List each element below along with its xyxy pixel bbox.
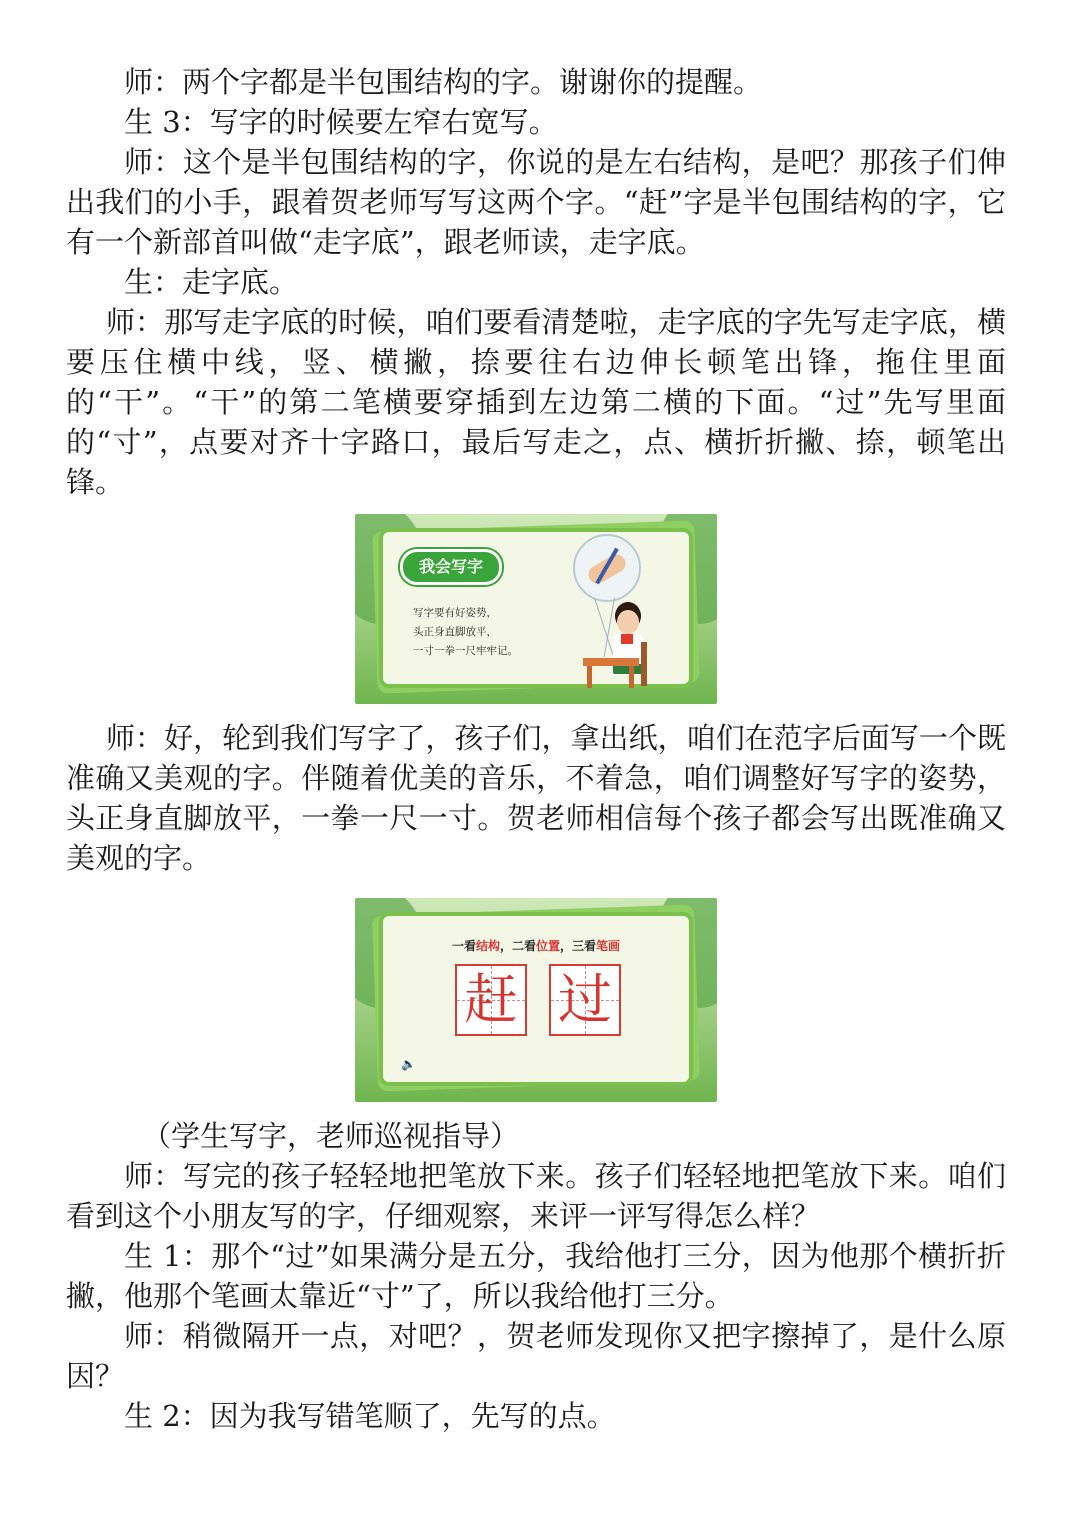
model-character: 赶 bbox=[464, 968, 518, 1031]
slide-badge: 我会写字 bbox=[403, 552, 499, 582]
paragraph: 师：好，轮到我们写字了，孩子们，拿出纸，咱们在范字后面写一个既准确又美观的字。伴随着优美的音乐，不着急，咱们调整好写字的姿势，头正身直脚放平，一拳一尺一寸。贺老师相信每个孩子都会写出既准确又美观的字。 bbox=[66, 721, 1006, 875]
poem-line: 写字要有好姿势， bbox=[413, 607, 497, 619]
character-grid-box bbox=[455, 964, 527, 1036]
slide-writing-posture bbox=[355, 514, 717, 704]
paragraph: （学生写字，老师巡视指导） bbox=[142, 1119, 520, 1153]
title-part: 一看 bbox=[451, 939, 476, 953]
desk-leg bbox=[629, 666, 634, 688]
title-part: ，三看 bbox=[560, 939, 597, 953]
paragraph: 师：这个是半包围结构的字，你说的是左右结构，是吧？那孩子们伸出我们的小手，跟着贺老师写写这两个字。“赶”字是半包围结构的字，它有一个新部首叫做“走字底”，跟老师读，走字底。 bbox=[66, 145, 1006, 259]
paragraph: 生 1：那个“过”如果满分是五分，我给他打三分，因为他那个横折折撇，他那个笔画太靠近“寸”了，所以我给他打三分。 bbox=[66, 1239, 1006, 1313]
chair-illustration bbox=[641, 642, 647, 686]
posture-poem bbox=[413, 604, 573, 661]
poem-line: 头正身直脚放平， bbox=[413, 626, 497, 638]
model-character: 过 bbox=[558, 968, 612, 1031]
document-body bbox=[66, 62, 1006, 1436]
poem-line: 一寸一拳一尺牢牢记。 bbox=[413, 645, 518, 657]
paragraph: 师：写完的孩子轻轻地把笔放下来。孩子们轻轻地把笔放下来。咱们看到这个小朋友写的字，仔细观察，来评一评写得怎么样？ bbox=[66, 1159, 1006, 1233]
paragraph: 生 2：因为我写错笔顺了，先写的点。 bbox=[124, 1399, 616, 1433]
hand-holding-pen-illustration bbox=[573, 534, 641, 602]
paragraph: 师：两个字都是半包围结构的字。谢谢你的提醒。 bbox=[124, 65, 763, 99]
speaker-icon: 🔈 bbox=[401, 1057, 416, 1071]
girl-head-illustration bbox=[617, 610, 639, 634]
title-highlight: 位置 bbox=[536, 939, 561, 953]
title-highlight: 笔画 bbox=[596, 939, 621, 953]
paragraph: 生 3：写字的时候要左窄右宽写。 bbox=[124, 105, 558, 139]
title-part: ，二看 bbox=[499, 939, 536, 953]
desk-illustration bbox=[583, 658, 639, 666]
title-highlight: 结构 bbox=[475, 939, 500, 953]
slide-title bbox=[355, 926, 717, 966]
desk-leg bbox=[587, 666, 592, 688]
paragraph: 师：稍微隔开一点，对吧？，贺老师发现你又把字擦掉了，是什么原因？ bbox=[66, 1319, 1006, 1393]
character-grid-box bbox=[549, 964, 621, 1036]
red-scarf-illustration bbox=[621, 634, 633, 644]
paragraph: 师：那写走字底的时候，咱们要看清楚啦，走字底的字先写走字底，横要压住横中线，竖、横撇，捺要往右边伸长顿笔出锋，拖住里面的“干”。“干”的第二笔横要穿插到左边第二横的下面。“过”先写里面的“寸”，点要对齐十字路口，最后写走之，点、横折折撇、捺，顿笔出锋。 bbox=[66, 305, 1006, 499]
slide-character-practice bbox=[355, 898, 717, 1102]
paragraph: 生：走字底。 bbox=[124, 265, 299, 299]
